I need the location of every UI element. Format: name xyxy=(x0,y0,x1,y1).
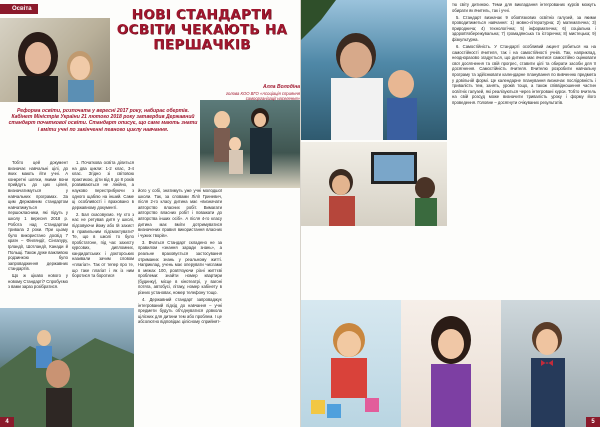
boys-sea-photo xyxy=(301,0,447,140)
page-number-right: 5 xyxy=(586,417,600,427)
section-tag: Освіта xyxy=(0,4,38,14)
right-column-top xyxy=(452,2,596,107)
family-photo xyxy=(200,100,300,188)
page-number-left: 4 xyxy=(0,417,14,427)
paragraph: 5. Стандарт визначає 9 обов'язкових освітніх галузей, за якими проводитиметься навчання: 1) мовно-літературна; 2) математична; 3) природнича; 4) технологічна; 5) інформатична; 6) соціальна і здоров'язбережувальна; 7) громадянська та історична; 8) мистецька; 9) фізкультурна. xyxy=(452,14,596,42)
column-3 xyxy=(138,188,222,326)
author-photo xyxy=(0,18,110,102)
author-role: голова КОО ВГО «Асоціація сприяння самоорганізації населення» xyxy=(226,91,300,101)
child-mountain-photo xyxy=(0,308,134,427)
column-1 xyxy=(8,160,68,291)
lead-paragraph: Реформа освіти, розпочата у вересні 2017 року, набирає обертів. Кабінет Міністрів України 21 лютого 2018 року затвердив Державний стандарт початкової освіти. Стандарт описує, що саме мають знати і вміти учні по закінченні певного циклу навчання. xyxy=(8,108,198,133)
paragraph: Тобто цей документ визначає навчальні цілі, до яких мають йти учні. А конкретні шляхи, якими вони прийдуть до цих цілей, визначатимуться у навчальних програмах. За цим Державним стандартом навчатимуться першокласники, які підуть у школу 1 вересня 2018 р. Робота над Стандартом тривала 2 роки. При цьому було використано досвід 7 країн – Фінляндії, Сінгапуру, Ірландії, Шотландії, Канади й Польщі. Також дуже важливою родзинкою було запровадження державних стандартів. xyxy=(8,160,69,272)
paragraph: Що ж цікаво нового у новому Стандарті? Спробуємо з вами зараз розібратися. xyxy=(8,273,68,290)
paragraph: 1. Початкова освіта ділиться на два цикли: 1-2 клас, 3-4 клас. Згідно зі світовою практикою, діти від 6 до 8 років розвиваються не лінійно, а науково перестрибуючи з одного щаблю на інший. Саме ці особливості і враховано в державному документі. xyxy=(72,160,134,210)
column-2 xyxy=(72,160,134,280)
paragraph: 4. Державний стандарт запроваджує інтегрований підхід до навчання – учні предмети будуть об'єднуватися довкола цілісних для дитини тем або проблем. І це абсолютно відповідає цілісному сприйнят- xyxy=(138,297,222,325)
girl-photo xyxy=(401,300,501,427)
paragraph: 3. Вчаться Стандарт складено не за правилом «знання заради знань», а реальне враховується застосування отриманих знань у реальному житті. Наприклад, учень має оперувати числами в межах 100, розв'язуючи різні життєві проблеми: знайти номер квартири (будинку), місце в кінотеатрі, у вагоні потяга, автобусі, літаку, номер кабінету в різних установах, номер телефону тощо. xyxy=(138,239,222,296)
child-blocks-photo xyxy=(301,300,401,427)
boy-bowtie-photo xyxy=(501,300,600,427)
author-name: Алла Володіна xyxy=(262,84,300,90)
paragraph: його у собі, знатимуть уже учні молодшої школи. Так, за словами Лілії Гриневич, після 2-го класу дитина має «визначати авторство власних робіт. Вимагати авторство власних робіт і поважати до авторства інших осіб». А після 4-го класу дитина має вміти дотримуватися визначених правил використання власних і чужих творів». xyxy=(138,188,222,238)
computer-photo xyxy=(301,142,447,226)
paragraph: 6. Самостійність. У Стандарті особливий акцент робиться на на самостійності вчителя, так і на самостійності учнів. Так, наприклад, неодноразово згадується, що дитина має вчитися самостійно оцінювати свої досягнення та свій прогрес, ставити цілі та обирати засоби для її досягнення. Самостійність вчителя. Вчителю розробити навчальну програму та здійснювати календарне планування по вивченню предмета у довільній формі. Це календарне планування визначає послідовність і тривалість тем, занять, уроків тощо, а також співвідношення частин освітніх галузей, які реалізуються через інтегровані курси. Тобто вчитель на свій розсуд може визначити тривалість уроку і форму його проведення. Головне – досягнути очікуваних результатів. xyxy=(452,43,596,105)
headline: НОВІ СТАНДАРТИ ОСВІТИ ЧЕКАЮТЬ НА ПЕРШАЧКІВ xyxy=(116,7,288,53)
paragraph: тю світу дитиною. Теми для викладання інтегрованих курсів можуть обирати як вчитель, так і учні. xyxy=(452,2,596,13)
paragraph: 2. Бал скасовуємо. Ну хто з нас не ретував дитя у школі, підсовуючи йому або їй захист в правильним підсмоктувати? Те, що в школі то було пробстатоне, під час захисту курсових, дипломних, кандидатських і докторських називали зачим словом «плагіат». Так от тепер про те, що таке плагіат і як із ним боротися та боротися xyxy=(72,211,134,279)
